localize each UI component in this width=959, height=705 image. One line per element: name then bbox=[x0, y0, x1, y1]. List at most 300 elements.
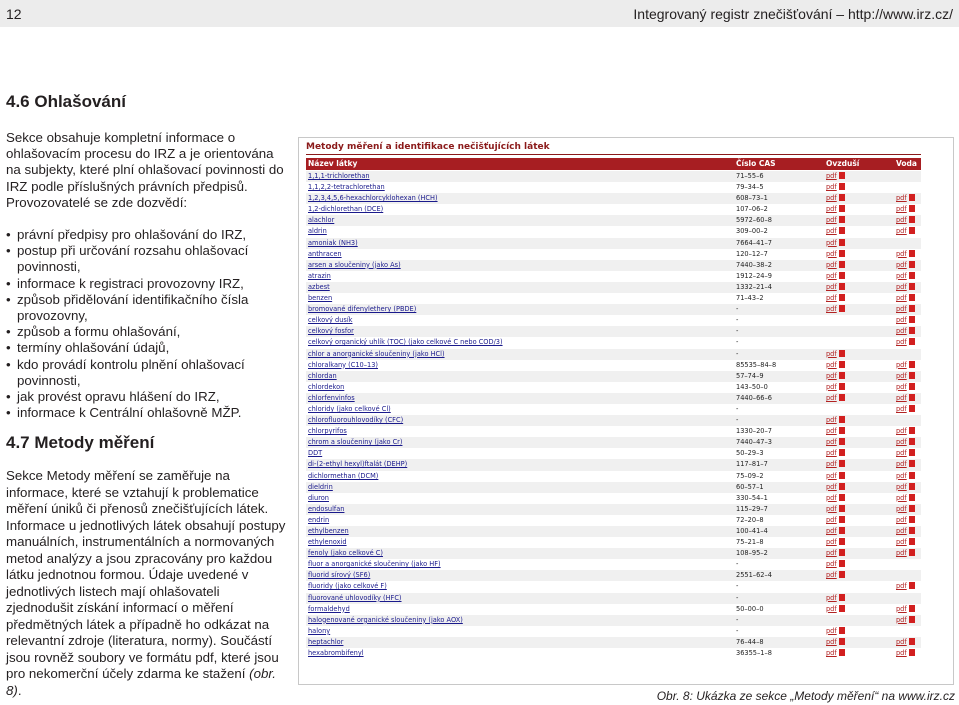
substance-link-text[interactable]: chlordekon bbox=[308, 382, 345, 391]
water-pdf-link[interactable] bbox=[896, 504, 915, 515]
pdf-icon bbox=[839, 183, 845, 190]
substance-link-text[interactable]: fenoly (jako celkové C) bbox=[308, 549, 383, 558]
air-pdf-link-text[interactable]: pdf bbox=[826, 249, 837, 258]
air-pdf-link[interactable] bbox=[826, 193, 845, 204]
water-pdf-link[interactable] bbox=[896, 648, 915, 659]
air-pdf-link-text[interactable]: pdf bbox=[826, 515, 837, 524]
air-pdf-link-text[interactable]: pdf bbox=[826, 504, 837, 513]
air-pdf-link[interactable] bbox=[826, 349, 845, 360]
water-pdf-link-text[interactable]: pdf bbox=[896, 327, 907, 336]
air-pdf-link[interactable] bbox=[826, 570, 845, 581]
substance-link-text[interactable]: diuron bbox=[308, 493, 329, 502]
substance-link[interactable] bbox=[308, 204, 383, 215]
air-pdf-link-text[interactable]: pdf bbox=[826, 460, 837, 469]
water-pdf-link-text[interactable]: pdf bbox=[896, 538, 907, 547]
water-pdf-link[interactable] bbox=[896, 215, 915, 226]
air-pdf-link-text[interactable]: pdf bbox=[826, 360, 837, 369]
water-pdf-link[interactable] bbox=[896, 459, 915, 470]
air-pdf-link-text[interactable]: pdf bbox=[826, 593, 837, 602]
substance-link[interactable] bbox=[308, 448, 322, 459]
substance-link[interactable] bbox=[308, 415, 403, 426]
air-pdf-link[interactable] bbox=[826, 448, 845, 459]
air-pdf-link-text[interactable]: pdf bbox=[826, 382, 837, 391]
air-pdf-link[interactable] bbox=[826, 548, 845, 559]
air-pdf-link-text[interactable]: pdf bbox=[826, 571, 837, 580]
air-pdf-link[interactable] bbox=[826, 626, 845, 637]
air-pdf-link-text[interactable]: pdf bbox=[826, 349, 837, 358]
air-pdf-link[interactable] bbox=[826, 559, 845, 570]
water-pdf-link-text[interactable]: pdf bbox=[896, 249, 907, 258]
water-pdf-link[interactable] bbox=[896, 282, 915, 293]
air-pdf-link-text[interactable]: pdf bbox=[826, 626, 837, 635]
water-pdf-link[interactable] bbox=[896, 260, 915, 271]
water-pdf-link-text[interactable]: pdf bbox=[896, 271, 907, 280]
substance-link[interactable] bbox=[308, 315, 352, 326]
air-pdf-link[interactable] bbox=[826, 382, 845, 393]
cas-number bbox=[736, 271, 772, 282]
water-pdf-link-text[interactable]: pdf bbox=[896, 427, 907, 436]
substance-link-text[interactable]: benzen bbox=[308, 294, 333, 303]
table-row bbox=[306, 293, 921, 304]
substance-link-text[interactable]: chloralkany (C10–13) bbox=[308, 360, 379, 369]
pdf-icon bbox=[839, 605, 845, 612]
air-pdf-link-text[interactable]: pdf bbox=[826, 216, 837, 225]
substance-link-text[interactable]: chrom a sloučeniny (jako Cr) bbox=[308, 438, 403, 447]
water-pdf-link[interactable] bbox=[896, 393, 915, 404]
pdf-icon bbox=[839, 472, 845, 479]
water-pdf-link-text[interactable]: pdf bbox=[896, 294, 907, 303]
air-pdf-link[interactable] bbox=[826, 360, 845, 371]
pdf-icon bbox=[839, 239, 845, 246]
cas-number-text: - bbox=[736, 626, 739, 635]
substance-link[interactable] bbox=[308, 349, 445, 360]
pdf-icon bbox=[909, 372, 915, 379]
air-pdf-link-text[interactable]: pdf bbox=[826, 260, 837, 269]
water-pdf-link[interactable] bbox=[896, 382, 915, 393]
air-pdf-link-text[interactable]: pdf bbox=[826, 305, 837, 314]
air-pdf-link[interactable] bbox=[826, 226, 845, 237]
substance-link-text[interactable]: endosulfan bbox=[308, 504, 345, 513]
air-pdf-link-text[interactable]: pdf bbox=[826, 637, 837, 646]
air-pdf-link[interactable] bbox=[826, 493, 845, 504]
substance-link[interactable] bbox=[308, 637, 343, 648]
substance-link[interactable] bbox=[308, 471, 378, 482]
substance-link[interactable] bbox=[308, 260, 401, 271]
cas-number-text: 608–73–1 bbox=[736, 194, 768, 203]
air-pdf-link-text[interactable]: pdf bbox=[826, 183, 837, 192]
cas-number bbox=[736, 548, 768, 559]
water-pdf-link-text[interactable]: pdf bbox=[896, 382, 907, 391]
water-pdf-link[interactable] bbox=[896, 437, 915, 448]
substance-link-text[interactable]: chloridy (jako celkové Cl) bbox=[308, 404, 391, 413]
substance-link[interactable] bbox=[308, 459, 407, 470]
air-pdf-link-text[interactable]: pdf bbox=[826, 416, 837, 425]
water-pdf-link-text[interactable]: pdf bbox=[896, 449, 907, 458]
air-pdf-link-text[interactable]: pdf bbox=[826, 549, 837, 558]
substance-link-text[interactable]: alachlor bbox=[308, 216, 335, 225]
cas-number bbox=[736, 326, 738, 337]
water-pdf-link[interactable] bbox=[896, 581, 915, 592]
cas-number-text: 117–81–7 bbox=[736, 460, 768, 469]
water-pdf-link[interactable] bbox=[896, 637, 915, 648]
substance-link-text[interactable]: fluoridy (jako celkové F) bbox=[308, 582, 387, 591]
table-row bbox=[306, 182, 921, 193]
cas-number-text: - bbox=[736, 305, 739, 314]
substance-link[interactable] bbox=[308, 326, 354, 337]
water-pdf-link-text[interactable]: pdf bbox=[896, 360, 907, 369]
pdf-icon bbox=[909, 605, 915, 612]
substance-link-text[interactable]: arsen a sloučeniny (jako As) bbox=[308, 260, 401, 269]
pdf-icon bbox=[909, 394, 915, 401]
substance-link-text[interactable]: formaldehyd bbox=[308, 604, 350, 613]
air-pdf-link[interactable] bbox=[826, 426, 845, 437]
air-pdf-link[interactable] bbox=[826, 204, 845, 215]
cas-number-text: 75–09–2 bbox=[736, 471, 764, 480]
air-pdf-link[interactable] bbox=[826, 249, 845, 260]
air-pdf-link-text[interactable]: pdf bbox=[826, 493, 837, 502]
substance-link[interactable] bbox=[308, 171, 370, 182]
water-pdf-link[interactable] bbox=[896, 226, 915, 237]
water-pdf-link[interactable] bbox=[896, 537, 915, 548]
water-pdf-link-text[interactable]: pdf bbox=[896, 615, 907, 624]
air-pdf-link-text[interactable]: pdf bbox=[826, 604, 837, 613]
air-pdf-link-text[interactable]: pdf bbox=[826, 282, 837, 291]
water-pdf-link[interactable] bbox=[896, 304, 915, 315]
pdf-icon bbox=[839, 516, 845, 523]
substance-link[interactable] bbox=[308, 615, 463, 626]
air-pdf-link-text[interactable]: pdf bbox=[826, 294, 837, 303]
air-pdf-link[interactable] bbox=[826, 393, 845, 404]
substance-link-text[interactable]: DDT bbox=[308, 449, 323, 458]
substance-link[interactable] bbox=[308, 559, 441, 570]
substance-link-text[interactable]: ethylbenzen bbox=[308, 527, 349, 535]
water-pdf-link[interactable] bbox=[896, 493, 915, 504]
substance-link[interactable] bbox=[308, 482, 333, 493]
water-pdf-link[interactable] bbox=[896, 371, 915, 382]
substance-link[interactable] bbox=[308, 548, 383, 559]
substance-link[interactable] bbox=[308, 404, 391, 415]
air-pdf-link-text[interactable]: pdf bbox=[826, 649, 837, 658]
water-pdf-link-text[interactable]: pdf bbox=[896, 493, 907, 502]
cas-number-text: 120–12–7 bbox=[736, 249, 768, 258]
substance-link[interactable] bbox=[308, 515, 329, 526]
substance-link[interactable] bbox=[308, 249, 342, 260]
pdf-icon bbox=[839, 505, 845, 512]
cas-number bbox=[736, 604, 764, 615]
table-row bbox=[306, 526, 921, 537]
substance-link-text[interactable]: bromované difenylethery (PBDE) bbox=[308, 305, 417, 314]
air-pdf-link[interactable] bbox=[826, 637, 845, 648]
water-pdf-link-text[interactable]: pdf bbox=[896, 649, 907, 658]
water-pdf-link-text[interactable]: pdf bbox=[896, 604, 907, 613]
pdf-icon bbox=[839, 560, 845, 567]
air-pdf-link[interactable] bbox=[826, 371, 845, 382]
substance-link-text[interactable]: halony bbox=[308, 626, 331, 635]
substance-link[interactable] bbox=[308, 282, 330, 293]
cas-number-text: - bbox=[736, 338, 739, 347]
air-pdf-link[interactable] bbox=[826, 515, 845, 526]
cas-number bbox=[736, 293, 764, 304]
air-pdf-link-text[interactable]: pdf bbox=[826, 471, 837, 480]
air-pdf-link-text[interactable]: pdf bbox=[826, 482, 837, 491]
water-pdf-link[interactable] bbox=[896, 426, 915, 437]
air-pdf-link[interactable] bbox=[826, 415, 845, 426]
air-pdf-link-text[interactable]: pdf bbox=[826, 427, 837, 436]
table-row bbox=[306, 304, 921, 315]
substance-link-text[interactable]: 1,1,2,2-tetrachlorethan bbox=[308, 183, 385, 192]
water-pdf-link-text[interactable]: pdf bbox=[896, 527, 907, 535]
cas-number bbox=[736, 570, 772, 581]
substance-link[interactable] bbox=[308, 537, 347, 548]
cas-number-text: 108–95–2 bbox=[736, 549, 768, 558]
table-row bbox=[306, 537, 921, 548]
air-pdf-link-text[interactable]: pdf bbox=[826, 393, 837, 402]
substance-link-text[interactable]: amoniak (NH3) bbox=[308, 238, 358, 247]
cas-number-text: - bbox=[736, 316, 739, 325]
substance-link-text[interactable]: chlorfenvinfos bbox=[308, 393, 355, 402]
water-pdf-link-text[interactable]: pdf bbox=[896, 515, 907, 524]
air-pdf-link[interactable] bbox=[826, 304, 845, 315]
air-pdf-link[interactable] bbox=[826, 482, 845, 493]
substance-link-text[interactable]: dichlormethan (DCM) bbox=[308, 471, 379, 480]
table-row bbox=[306, 393, 921, 404]
substance-link-text[interactable]: atrazin bbox=[308, 271, 331, 280]
substance-link[interactable] bbox=[308, 437, 402, 448]
air-pdf-link-text[interactable]: pdf bbox=[826, 438, 837, 447]
cas-number bbox=[736, 615, 738, 626]
table-row bbox=[306, 315, 921, 326]
substance-link-text[interactable]: chlorofluorouhlovodíky (CFC) bbox=[308, 416, 404, 425]
air-pdf-link[interactable] bbox=[826, 437, 845, 448]
water-pdf-link[interactable] bbox=[896, 471, 915, 482]
water-pdf-link[interactable] bbox=[896, 293, 915, 304]
figure-reference: (obr. 8) bbox=[6, 666, 277, 698]
air-pdf-link-text[interactable]: pdf bbox=[826, 271, 837, 280]
cas-number bbox=[736, 393, 772, 404]
water-pdf-link-text[interactable]: pdf bbox=[896, 371, 907, 380]
water-pdf-link[interactable] bbox=[896, 204, 915, 215]
air-pdf-link[interactable] bbox=[826, 471, 845, 482]
water-pdf-link-text[interactable]: pdf bbox=[896, 227, 907, 236]
section-metody-text bbox=[6, 468, 288, 699]
cas-number-text: 85535–84–8 bbox=[736, 360, 777, 369]
pdf-icon bbox=[839, 427, 845, 434]
water-pdf-link-text[interactable]: pdf bbox=[896, 482, 907, 491]
water-pdf-link[interactable] bbox=[896, 615, 915, 626]
substance-link[interactable] bbox=[308, 271, 331, 282]
air-pdf-link-text[interactable]: pdf bbox=[826, 172, 837, 180]
substance-link-text[interactable]: celkový fosfor bbox=[308, 327, 354, 336]
water-pdf-link[interactable] bbox=[896, 604, 915, 615]
table-row bbox=[306, 415, 921, 426]
substance-link[interactable] bbox=[308, 215, 334, 226]
substance-link[interactable] bbox=[308, 570, 370, 581]
water-pdf-link-text[interactable]: pdf bbox=[896, 438, 907, 447]
pdf-icon bbox=[839, 205, 845, 212]
water-pdf-link-text[interactable]: pdf bbox=[896, 338, 907, 347]
air-pdf-link-text[interactable]: pdf bbox=[826, 238, 837, 247]
substance-link-text[interactable]: fluorované uhlovodíky (HFC) bbox=[308, 593, 402, 602]
table-row bbox=[306, 515, 921, 526]
substance-link-text[interactable]: chlordan bbox=[308, 371, 337, 380]
water-pdf-link[interactable] bbox=[896, 482, 915, 493]
substance-link[interactable] bbox=[308, 648, 364, 659]
water-pdf-link[interactable] bbox=[896, 360, 915, 371]
substance-link-text[interactable]: endrin bbox=[308, 515, 330, 524]
substance-link[interactable] bbox=[308, 504, 344, 515]
substance-link-text[interactable]: heptachlor bbox=[308, 637, 344, 646]
water-pdf-link[interactable] bbox=[896, 193, 915, 204]
substance-link[interactable] bbox=[308, 193, 438, 204]
substance-link-text[interactable]: chlorpyrifos bbox=[308, 427, 347, 436]
water-pdf-link-text[interactable]: pdf bbox=[896, 260, 907, 269]
substance-link[interactable] bbox=[308, 626, 330, 637]
substance-link[interactable] bbox=[308, 226, 327, 237]
air-pdf-link[interactable] bbox=[826, 504, 845, 515]
water-pdf-link-text[interactable]: pdf bbox=[896, 205, 907, 214]
air-pdf-link[interactable] bbox=[826, 238, 845, 249]
cas-number bbox=[736, 437, 772, 448]
substance-link[interactable] bbox=[308, 493, 329, 504]
air-pdf-link[interactable] bbox=[826, 604, 845, 615]
substance-link[interactable] bbox=[308, 337, 503, 348]
water-pdf-link-text[interactable]: pdf bbox=[896, 582, 907, 591]
table-row bbox=[306, 548, 921, 559]
pdf-icon bbox=[909, 505, 915, 512]
substance-link-text[interactable]: celkový dusík bbox=[308, 316, 353, 325]
substance-link[interactable] bbox=[308, 604, 350, 615]
substance-link-text[interactable]: di-(2-ethyl hexyl)ftalát (DEHP) bbox=[308, 460, 408, 469]
water-pdf-link[interactable] bbox=[896, 404, 915, 415]
water-pdf-link-text[interactable]: pdf bbox=[896, 549, 907, 558]
substance-link-text[interactable]: chlor a anorganické sloučeniny (jako HCl) bbox=[308, 349, 445, 358]
water-pdf-link-text[interactable]: pdf bbox=[896, 471, 907, 480]
substance-link-text[interactable]: anthracen bbox=[308, 249, 342, 258]
water-pdf-link[interactable] bbox=[896, 526, 915, 537]
water-pdf-link-text[interactable]: pdf bbox=[896, 305, 907, 314]
cas-number bbox=[736, 515, 764, 526]
pdf-icon bbox=[839, 638, 845, 645]
water-pdf-link-text[interactable]: pdf bbox=[896, 194, 907, 203]
substance-link-text[interactable]: fluorid sírový (SF6) bbox=[308, 571, 371, 580]
substance-link-text[interactable]: hexabrombifenyl bbox=[308, 649, 364, 658]
substance-link[interactable] bbox=[308, 293, 332, 304]
water-pdf-link-text[interactable]: pdf bbox=[896, 316, 907, 325]
pdf-icon bbox=[839, 350, 845, 357]
table-row bbox=[306, 459, 921, 470]
substance-link-text[interactable]: 1,2,3,4,5,6-hexachlorcyklohexan (HCH) bbox=[308, 194, 438, 203]
pdf-icon bbox=[909, 305, 915, 312]
air-pdf-link[interactable] bbox=[826, 182, 845, 193]
water-pdf-link-text[interactable]: pdf bbox=[896, 637, 907, 646]
air-pdf-link[interactable] bbox=[826, 593, 845, 604]
air-pdf-link[interactable] bbox=[826, 537, 845, 548]
water-pdf-link-text[interactable]: pdf bbox=[896, 504, 907, 513]
substance-link[interactable] bbox=[308, 393, 355, 404]
cas-number-text: 7440–66–6 bbox=[736, 393, 772, 402]
water-pdf-link[interactable] bbox=[896, 548, 915, 559]
water-pdf-link-text[interactable]: pdf bbox=[896, 282, 907, 291]
table-row bbox=[306, 271, 921, 282]
substance-link-text[interactable]: fluor a anorganické sloučeniny (jako HF) bbox=[308, 560, 441, 569]
substance-link[interactable] bbox=[308, 238, 358, 249]
substance-link[interactable] bbox=[308, 581, 387, 592]
substance-link[interactable] bbox=[308, 371, 337, 382]
air-pdf-link-text[interactable]: pdf bbox=[826, 527, 837, 535]
water-pdf-link-text[interactable]: pdf bbox=[896, 460, 907, 469]
substance-link[interactable] bbox=[308, 382, 344, 393]
substance-link[interactable] bbox=[308, 426, 347, 437]
substance-link-text[interactable]: ethylenoxid bbox=[308, 538, 347, 547]
air-pdf-link[interactable] bbox=[826, 215, 845, 226]
air-pdf-link-text[interactable]: pdf bbox=[826, 538, 837, 547]
substance-link-text[interactable]: celkový organický uhlík (TOC) (jako celkové C nebo COD/3) bbox=[308, 338, 503, 347]
water-pdf-link[interactable] bbox=[896, 326, 915, 337]
substance-link[interactable] bbox=[308, 526, 349, 537]
water-pdf-link-text[interactable]: pdf bbox=[896, 216, 907, 225]
air-pdf-link[interactable] bbox=[826, 526, 845, 537]
air-pdf-link-text[interactable]: pdf bbox=[826, 371, 837, 380]
pdf-icon bbox=[839, 549, 845, 556]
water-pdf-link[interactable] bbox=[896, 315, 915, 326]
pdf-icon bbox=[909, 383, 915, 390]
substance-link-text[interactable]: 1,2-dichlorethan (DCE) bbox=[308, 205, 384, 214]
air-pdf-link-text[interactable]: pdf bbox=[826, 194, 837, 203]
air-pdf-link[interactable] bbox=[826, 271, 845, 282]
water-pdf-link[interactable] bbox=[896, 249, 915, 260]
air-pdf-link[interactable] bbox=[826, 282, 845, 293]
air-pdf-link-text[interactable]: pdf bbox=[826, 449, 837, 458]
water-pdf-link-text[interactable]: pdf bbox=[896, 404, 907, 413]
cas-number bbox=[736, 626, 738, 637]
cas-number-text: - bbox=[736, 593, 739, 602]
table-row bbox=[306, 648, 921, 659]
substance-link[interactable] bbox=[308, 360, 378, 371]
table-row bbox=[306, 249, 921, 260]
substance-link-text[interactable]: aldrin bbox=[308, 227, 327, 236]
pdf-icon bbox=[839, 649, 845, 656]
substance-link-text[interactable]: halogenované organické sloučeniny (jako AOX) bbox=[308, 615, 463, 624]
substance-link[interactable] bbox=[308, 182, 385, 193]
substance-link-text[interactable]: 1,1,1-trichlorethan bbox=[308, 172, 370, 180]
air-pdf-link[interactable] bbox=[826, 459, 845, 470]
substance-link[interactable] bbox=[308, 304, 416, 315]
cas-number-text: - bbox=[736, 582, 739, 591]
running-title: Integrovaný registr znečišťování – http://www.irz.cz/ bbox=[633, 5, 953, 22]
substance-link[interactable] bbox=[308, 593, 402, 604]
air-pdf-link[interactable] bbox=[826, 171, 845, 182]
water-pdf-link[interactable] bbox=[896, 515, 915, 526]
cas-number-text: 75–21–8 bbox=[736, 538, 764, 547]
water-pdf-link[interactable] bbox=[896, 271, 915, 282]
air-pdf-link-text[interactable]: pdf bbox=[826, 205, 837, 214]
air-pdf-link-text[interactable]: pdf bbox=[826, 560, 837, 569]
water-pdf-link[interactable] bbox=[896, 337, 915, 348]
pdf-icon bbox=[909, 438, 915, 445]
cas-number bbox=[736, 182, 764, 193]
air-pdf-link-text[interactable]: pdf bbox=[826, 227, 837, 236]
table-row bbox=[306, 215, 921, 226]
air-pdf-link[interactable] bbox=[826, 260, 845, 271]
water-pdf-link-text[interactable]: pdf bbox=[896, 393, 907, 402]
pdf-icon bbox=[839, 494, 845, 501]
air-pdf-link[interactable] bbox=[826, 648, 845, 659]
substance-link-text[interactable]: azbest bbox=[308, 282, 330, 291]
air-pdf-link[interactable] bbox=[826, 293, 845, 304]
cas-number-text: 79–34–5 bbox=[736, 183, 764, 192]
substance-link-text[interactable]: dieldrin bbox=[308, 482, 333, 491]
water-pdf-link[interactable] bbox=[896, 448, 915, 459]
